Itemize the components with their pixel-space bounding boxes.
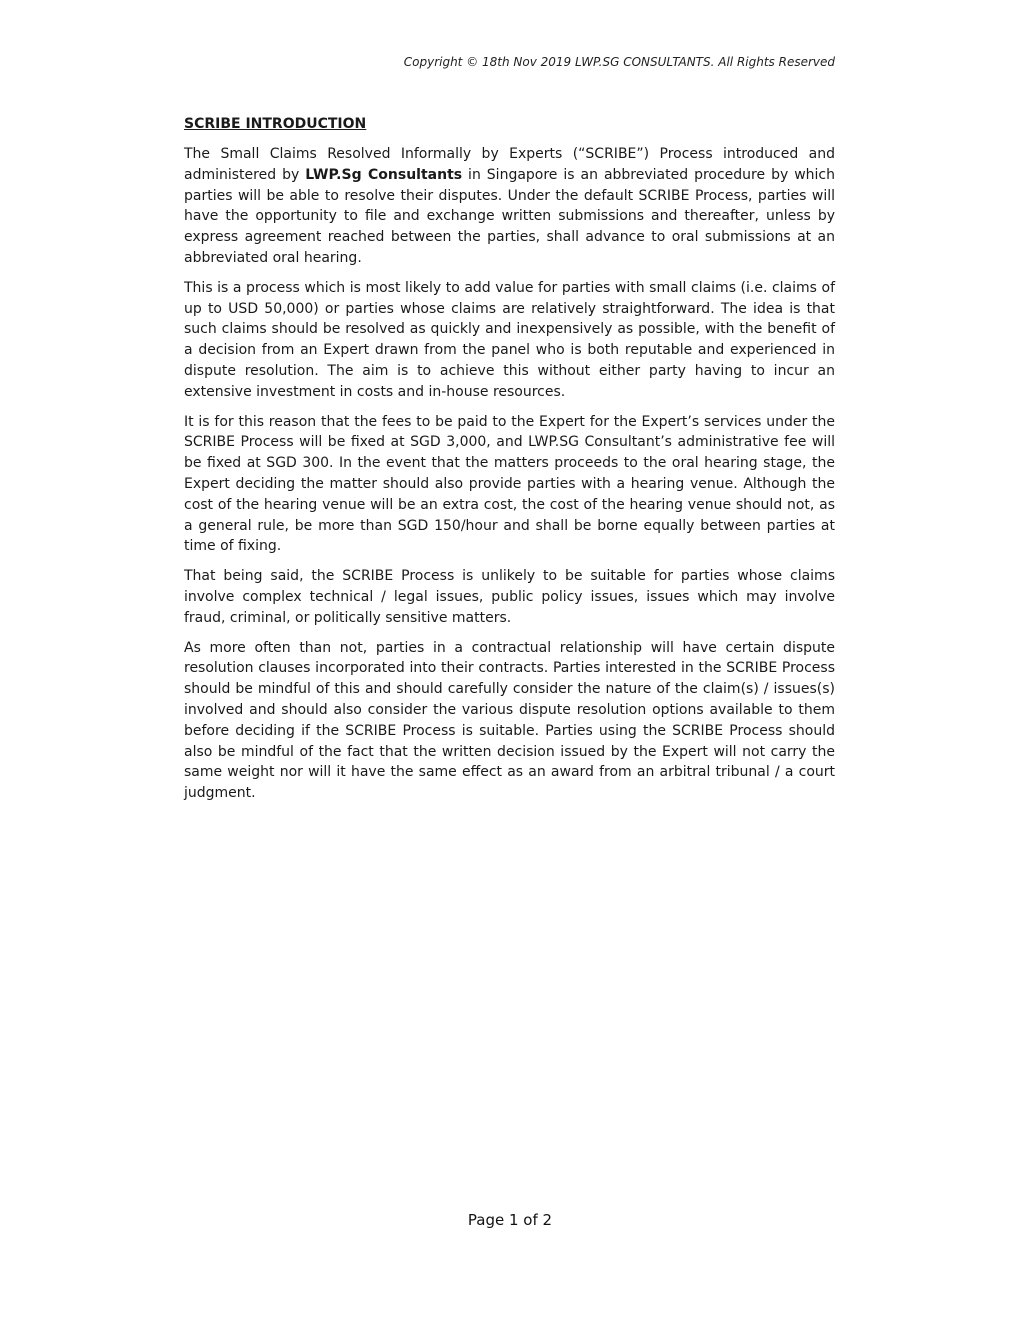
- page-number: Page 1 of 2: [467, 1211, 553, 1229]
- section-heading: SCRIBE INTRODUCTION: [184, 116, 367, 132]
- paragraph-fees: It is for this reason that the fees to be paid to the Expert for the Expert’s services under the SCRIBE Process will be fixed at SGD 3,000, and LWP.SG Consultant’s administrative fee will be fixed at SGD 300. In the event that the matters proceeds to the oral hearing stage, the Expert deciding the matter should also provide parties with a hearing venue. Although the cost of the hearing venue will be an extra cost, the cost of the hearing venue should not, as a general rule, be more than SGD 150/hour and shall be borne equally between parties at time of fixing.: [184, 413, 835, 555]
- paragraph-intro-text-start: The Small Claims Resolved Informally by Experts (“SCRIBE”) Process introduced and administered by: [184, 146, 835, 183]
- header-copyright: Copyright © 18th Nov 2019 LWP.SG CONSULTANTS. All Rights Reserved: [403, 55, 835, 69]
- paragraph-intro-text-end: in Singapore is an abbreviated procedure by which parties will be able to resolve their disputes. Under the default SCRIBE Process, parties will have the opportunity to file and exchange written submissions and thereafter, unless by express agreement reached between the parties, shall advance to oral submissions at an abbreviated oral hearing.: [184, 166, 835, 266]
- document-body: [184, 114, 835, 813]
- paragraph-suitability: That being said, the SCRIBE Process is unlikely to be suitable for parties whose claims involve complex technical / legal issues, public policy issues, issues which may involve fraud, criminal, or politically sensitive matters.: [184, 568, 835, 626]
- paragraph-value: This is a process which is most likely to add value for parties with small claims (i.e. claims of up to USD 50,000) or parties whose claims are relatively straightforward. The idea is that such claims should be resolved as quickly and inexpensively as possible, with the benefit of a decision from an Expert drawn from the panel who is both reputable and experienced in dispute resolution. The aim is to achieve this without either party having to incur an extensive investment in costs and in-house resources.: [184, 279, 835, 400]
- paragraph-contractual: As more often than not, parties in a contractual relationship will have certain dispute resolution clauses incorporated into their contracts. Parties interested in the SCRIBE Process should be mindful of this and should carefully consider the nature of the claim(s) / issues(s) involved and should also consider the various dispute resolution options available to them before deciding if the SCRIBE Process is suitable. Parties using the SCRIBE Process should also be mindful of the fact that the written decision issued by the Expert will not carry the same weight nor will it have the same effect as an award from an arbitral tribunal / a court judgment.: [184, 639, 835, 802]
- company-name: LWP.Sg Consultants: [305, 166, 463, 183]
- paragraph-intro: [184, 144, 835, 269]
